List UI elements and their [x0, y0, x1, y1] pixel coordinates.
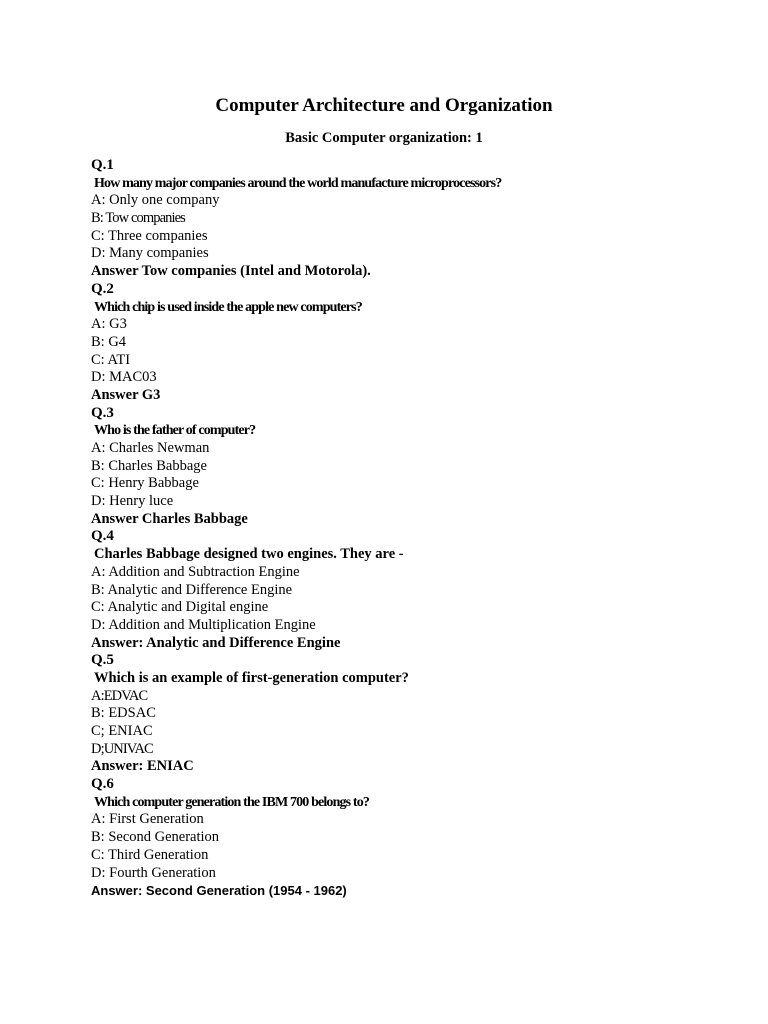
answer-text: Answer: Second Generation (1954 - 1962): [91, 883, 347, 899]
option-c: C; ENIAC: [91, 723, 153, 739]
answer-text: Answer: ENIAC: [91, 758, 194, 775]
option-a: A: Only one company: [91, 192, 220, 209]
option-d: D: Henry luce: [91, 493, 174, 510]
option-b: B: Second Generation: [91, 829, 220, 846]
option-c: C: Henry Babbage: [91, 475, 199, 492]
question-block-6: [91, 776, 731, 900]
question-number: Q.2: [91, 280, 114, 297]
option-d: D: Addition and Multiplication Engine: [91, 616, 316, 633]
option-b: B: EDSAC: [91, 705, 156, 722]
question-text: Which computer generation the IBM 700 belongs to?: [94, 794, 370, 810]
document-subtitle: Basic Computer organization: 1: [285, 130, 483, 146]
question-text: Who is the father of computer?: [94, 423, 256, 439]
question-list: [91, 157, 731, 900]
option-c: C: Third Generation: [91, 846, 209, 863]
option-a: A: First Generation: [91, 811, 204, 828]
option-b: B: G4: [91, 333, 127, 350]
answer-text: Answer G3: [91, 386, 161, 403]
question-text: Which chip is used inside the apple new computers?: [94, 299, 362, 315]
document-title: Computer Architecture and Organization: [215, 95, 553, 116]
option-d: D: Many companies: [91, 245, 209, 262]
question-number: Q.3: [91, 404, 114, 421]
question-block-4: [91, 528, 731, 652]
option-b: B: Charles Babbage: [91, 457, 207, 474]
question-block-3: [91, 405, 731, 529]
option-b: B: Tow companies: [91, 210, 185, 227]
question-block-1: [91, 157, 731, 281]
question-number: Q.5: [91, 652, 114, 669]
question-text: How many major companies around the world manufacture microprocessors?: [94, 175, 502, 191]
option-c: C: Three companies: [91, 227, 208, 244]
option-c: C: Analytic and Digital engine: [91, 599, 269, 616]
question-block-2: [91, 281, 731, 405]
option-d: D;UNIVAC: [91, 740, 153, 757]
question-number: Q.1: [91, 157, 114, 173]
option-a: A:EDVAC: [91, 687, 148, 704]
question-number: Q.4: [91, 528, 114, 545]
option-b: B: Analytic and Difference Engine: [91, 581, 293, 598]
option-a: A: Addition and Subtraction Engine: [91, 563, 300, 580]
option-d: D: Fourth Generation: [91, 864, 216, 881]
answer-text: Answer Charles Babbage: [91, 510, 248, 527]
question-block-5: [91, 652, 731, 776]
option-d: D: MAC03: [91, 369, 157, 386]
answer-text: Answer Tow companies (Intel and Motorola).: [91, 263, 371, 280]
answer-text: Answer: Analytic and Difference Engine: [91, 634, 341, 651]
option-a: A: Charles Newman: [91, 440, 210, 456]
question-text: Which is an example of first-generation computer?: [94, 669, 409, 686]
question-number: Q.6: [91, 776, 114, 793]
option-c: C: ATI: [91, 351, 131, 368]
option-a: A: G3: [91, 316, 127, 333]
question-text: Charles Babbage designed two engines. They are -: [94, 546, 404, 563]
